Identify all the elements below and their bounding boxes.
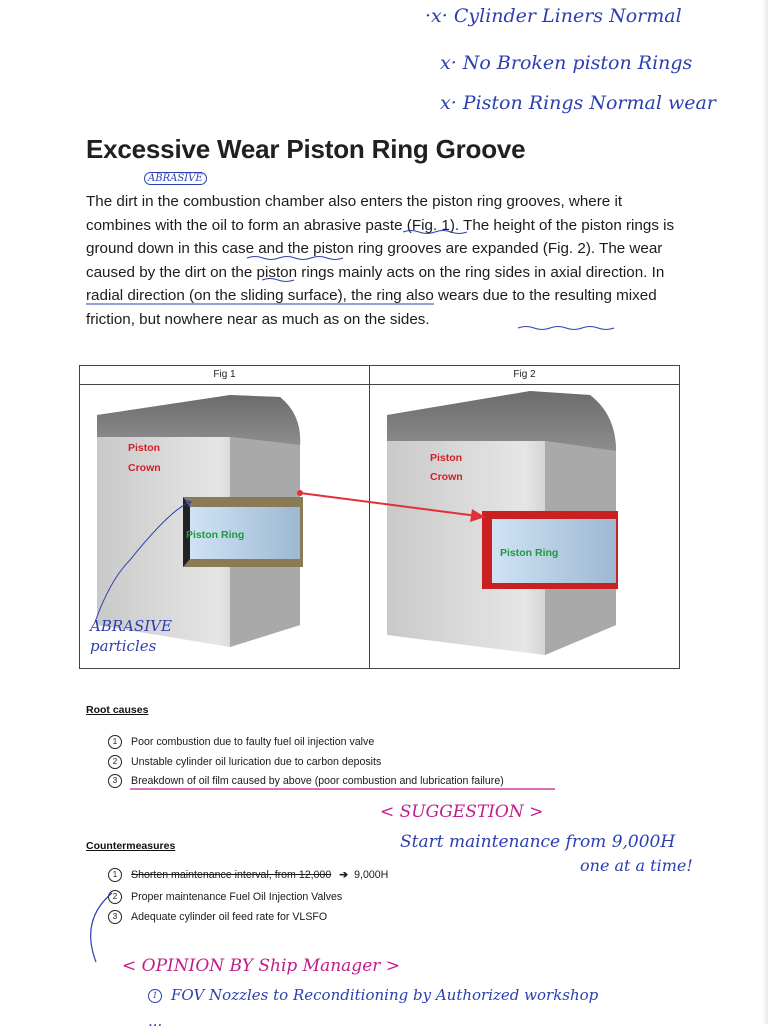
figure-2-caption: Fig 2	[370, 366, 679, 385]
root-cause-item: 2 Unstable cylinder oil lurication due to carbon deposits	[108, 755, 381, 769]
figure-1-ring-label: Piston Ring	[186, 529, 245, 541]
countermeasure-item: 3 Adequate cylinder oil feed rate for VLSFO	[108, 910, 327, 924]
figure-2-crown-label-1: Piston	[430, 452, 463, 464]
handwritten-note-1: ·x· Cylinder Liners Normal	[425, 5, 682, 27]
handwritten-suggestion-line-2: one at a time!	[580, 856, 693, 875]
figure-1-caption: Fig 1	[80, 366, 369, 385]
figure-1-crown-label-2: Crown	[128, 462, 161, 474]
document-title: Excessive Wear Piston Ring Groove	[86, 134, 526, 164]
countermeasures-heading: Countermeasures	[86, 840, 176, 852]
root-causes-heading: Root causes	[86, 704, 149, 716]
countermeasure-item: 1 Shorten maintenance interval, from 12,000 ➔ 9,000H	[108, 868, 388, 882]
handwritten-opinion-item-2: ...	[148, 1012, 163, 1030]
root-cause-item: 3 Breakdown of oil film caused by above (poor combustion and lubrication failure)	[108, 774, 504, 788]
figure-2-crown-label-2: Crown	[430, 471, 463, 483]
handwritten-abrasive-particles: ABRASIVE particles	[90, 617, 172, 655]
handwritten-abrasive-note: ABRASIVE	[144, 172, 207, 185]
handwritten-note-3: x· Piston Rings Normal wear	[440, 92, 716, 114]
handwritten-opinion-header: < OPINION BY Ship Manager >	[122, 956, 401, 976]
figure-1-crown-label-1: Piston	[128, 442, 161, 454]
figure-2-ring-label: Piston Ring	[500, 547, 559, 559]
document-paragraph: The dirt in the combustion chamber also enters the piston ring grooves, where it combines with the oil to form an abrasive paste (Fig. 1). The height of the piston rings is ground down in this case and the piston ring grooves are expanded (Fig. 2). The wear caused by the dirt on the piston rings mainly acts on the ring sides in axial direction. In radial direction (on the sliding surface), the ring also wears due to the resulting mixed friction, but nowhere near as much as on the sides.	[86, 193, 675, 328]
handwritten-suggestion-line-1: Start maintenance from 9,000H	[400, 832, 676, 852]
page-scan-edge	[762, 0, 768, 1024]
handwritten-opinion-item-1: 1 FOV Nozzles to Reconditioning by Authorized workshop	[148, 986, 598, 1004]
root-cause-item: 1 Poor combustion due to faulty fuel oil injection valve	[108, 735, 374, 749]
countermeasure-item: 2 Proper maintenance Fuel Oil Injection Valves	[108, 890, 342, 904]
handwritten-suggestion-header: < SUGGESTION >	[380, 802, 544, 822]
figure-2-piston-illustration	[370, 385, 679, 667]
handwritten-note-2: x· No Broken piston Rings	[440, 52, 693, 74]
figure-2-cell	[370, 366, 679, 668]
